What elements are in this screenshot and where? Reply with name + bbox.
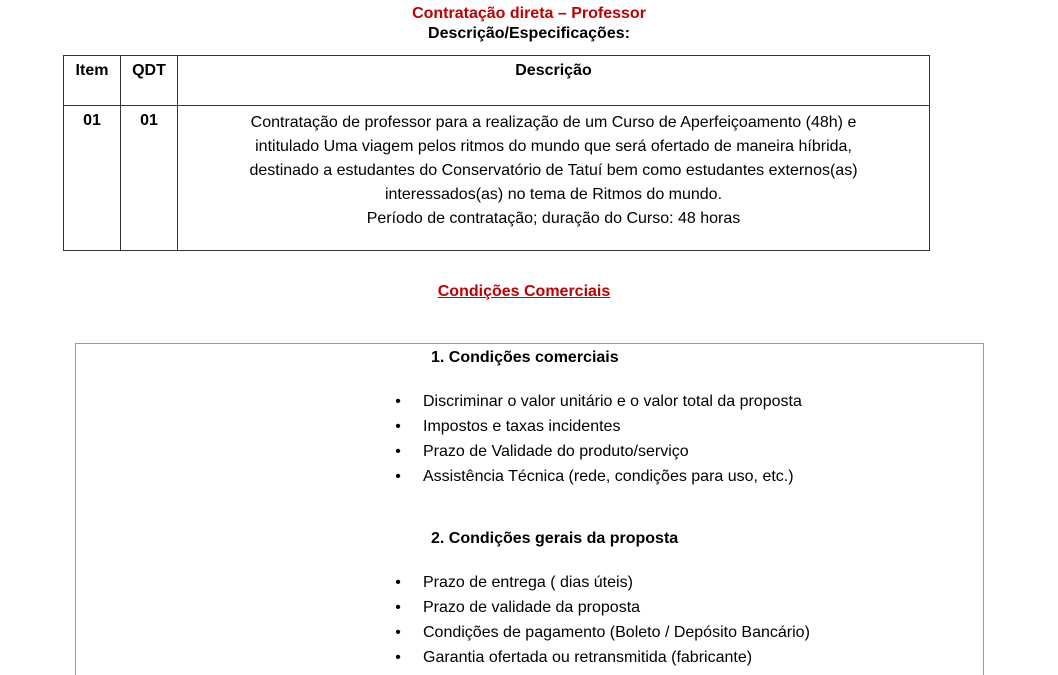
table-header-row (64, 56, 930, 106)
bullet-icon: • (395, 393, 401, 410)
bullet-icon: • (395, 649, 401, 666)
bullet-icon: • (395, 599, 401, 616)
cell-description (178, 106, 930, 251)
cell-qdt: 01 (121, 106, 178, 251)
list-item-text: Prazo de Validade do produto/serviço (423, 443, 689, 460)
document-subtitle: Descrição/Especificações: (428, 25, 630, 42)
bullet-icon: • (395, 443, 401, 460)
list-item-text: Condições de pagamento (Boleto / Depósito Bancário) (423, 624, 810, 641)
section-title-commercial: 1. Condições comerciais (431, 349, 619, 366)
list-item-text: Prazo de validade da proposta (423, 599, 641, 616)
description-line: destinado a estudantes do Conservatório de Tatuí bem como estudantes externos(as) (249, 162, 858, 179)
bullet-icon: • (395, 468, 401, 485)
bullet-icon: • (395, 574, 401, 591)
specification-table (63, 55, 930, 251)
document-title: Contratação direta – Professor (412, 5, 646, 22)
list-item (391, 440, 802, 465)
cell-item: 01 (64, 106, 121, 251)
list-item (391, 621, 810, 646)
general-conditions-list (391, 571, 810, 671)
bullet-icon: • (395, 624, 401, 641)
list-item (391, 390, 802, 415)
list-item-text: Assistência Técnica (rede, condições para uso, etc.) (423, 468, 794, 485)
list-item (391, 415, 802, 440)
conditions-box (75, 343, 984, 675)
table-row (64, 106, 930, 251)
header-description: Descrição (178, 56, 930, 106)
header-item: Item (64, 56, 121, 106)
list-item-text: Impostos e taxas incidentes (423, 418, 621, 435)
conditions-heading: Condições Comerciais (437, 283, 611, 300)
list-item (391, 646, 810, 671)
list-item-text: Prazo de entrega ( dias úteis) (423, 574, 633, 591)
description-line: Contratação de professor para a realização de um Curso de Aperfeiçoamento (48h) e (250, 114, 857, 131)
commercial-conditions-list (391, 390, 802, 490)
list-item-text: Garantia ofertada ou retransmitida (fabricante) (423, 649, 753, 666)
list-item (391, 596, 810, 621)
list-item (391, 571, 810, 596)
list-item (391, 465, 802, 490)
section-title-general: 2. Condições gerais da proposta (431, 530, 679, 547)
bullet-icon: • (395, 418, 401, 435)
description-line: Período de contratação; duração do Curso: 48 horas (366, 210, 741, 227)
description-line: interessados(as) no tema de Ritmos do mundo. (384, 186, 723, 203)
header-qdt: QDT (121, 56, 178, 106)
list-item-text: Discriminar o valor unitário e o valor total da proposta (423, 393, 802, 410)
description-line: intitulado Uma viagem pelos ritmos do mundo que será ofertado de maneira híbrida, (255, 138, 852, 155)
